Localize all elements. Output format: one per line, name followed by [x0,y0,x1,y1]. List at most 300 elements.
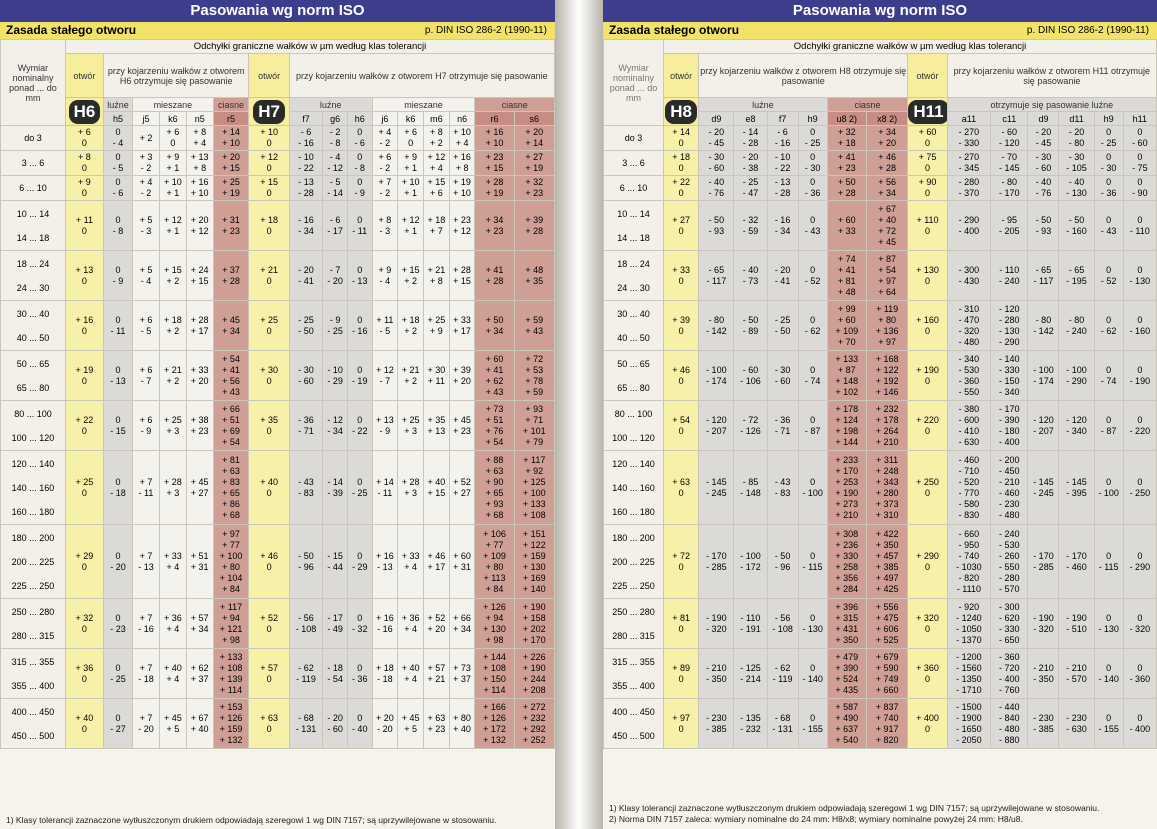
cell-c11: - 60 - 120 [991,126,1028,151]
cell-h9: 0 - 74 [798,351,827,401]
deviation-header-right: Odchyłki graniczne wałków w µm według klas tolerancji [664,40,1157,54]
cell-f7: - 50 - 96 [289,525,323,599]
table-row [604,301,1157,351]
cell-f7: - 20 - 41 [289,251,323,301]
cell-s6: + 48 + 35 [514,251,554,301]
cell-r5: + 54 + 41 + 56 + 43 [213,351,249,401]
cell-c11: - 80 - 170 [991,176,1028,201]
cell-j5: + 3 - 2 [133,151,160,176]
table-row [604,401,1157,451]
cell-h6b: 0 - 29 [347,525,372,599]
cell-r6: + 34 + 23 [475,201,514,251]
cell-h9: 0 - 36 [798,176,827,201]
size-label: 40 ... 50 [617,332,650,343]
cell-f7: - 43 - 83 [289,451,323,525]
cell-j6: + 11 - 5 [372,301,398,351]
cell-c11: - 70 - 145 [991,151,1028,176]
cell-h8: + 89 0 [664,649,699,699]
cell-h6: + 16 0 [65,301,103,351]
left-table-body [1,126,555,749]
class-h9b: h9 [1094,112,1123,126]
cell-d11: - 100 - 290 [1059,351,1094,401]
cell-h6b: 0 - 6 [347,126,372,151]
cell-d9b: - 230 - 385 [1028,699,1059,749]
cell-r6: + 50 + 34 [475,301,514,351]
cell-x8: + 422 + 350 + 457 + 385 + 497 + 425 [866,525,907,599]
cell-h11: + 130 0 [908,251,947,301]
cell-u8: + 308 + 236 + 330 + 258 + 356 + 284 [827,525,866,599]
size-cell [1,301,66,351]
cell-d9: - 145 - 245 [699,451,734,525]
cell-j6: + 9 - 4 [372,251,398,301]
cell-m6: + 25 + 9 [423,301,449,351]
cell-k6b: + 28 + 3 [398,451,424,525]
cell-h7: + 21 0 [249,251,289,301]
group-mieszane: mieszane [133,98,214,112]
cell-d9b: - 100 - 174 [1028,351,1059,401]
h6-badge-cell [65,98,103,126]
cell-n5: + 20 + 12 [186,201,213,251]
cell-d11: - 40 - 130 [1059,176,1094,201]
cell-f7: - 13 - 28 [289,176,323,201]
cell-g6: - 9 - 25 [323,301,348,351]
cell-e8: - 14 - 28 [734,126,767,151]
cell-j6: + 8 - 3 [372,201,398,251]
cell-k6: + 28 + 3 [159,451,186,525]
footnote-left: 1) Klasy tolerancji zaznaczone wytłuszczonym drukiem odpowiadają szeregowi 1 wg DIN 7157; są uprzywilejowane w stosowaniu. [6,815,497,825]
cell-s6: + 72 + 53 + 78 + 59 [514,351,554,401]
table-row [1,351,555,401]
cell-h9b: 0 - 140 [1094,649,1123,699]
cell-u8: + 60 + 33 [827,201,866,251]
cell-r6: + 144 + 108 + 150 + 114 [475,649,514,699]
cell-e8: - 25 - 47 [734,176,767,201]
size-label: 24 ... 30 [16,282,50,293]
cell-g6: - 7 - 20 [323,251,348,301]
cell-h5: 0 - 18 [103,451,132,525]
left-page [0,0,555,829]
cell-h11b: 0 - 110 [1123,201,1156,251]
cell-k6: + 21 + 2 [159,351,186,401]
size-label: 280 ... 315 [612,630,655,641]
cell-c11: - 95 - 205 [991,201,1028,251]
dimension-header-right: Wymiar nominalny ponad ... do mm [604,40,664,126]
class-n6: n6 [449,112,475,126]
size-label: 400 ... 450 [11,706,55,717]
cell-h6: + 40 0 [65,699,103,749]
cell-a11: - 920 - 1240 - 1050 - 1370 [947,599,990,649]
cell-h8: + 46 0 [664,351,699,401]
class-a11: a11 [947,112,990,126]
cell-h6: + 11 0 [65,201,103,251]
right-table-body [604,126,1157,749]
cell-f7: - 6 - 16 [289,126,323,151]
cell-h11: + 190 0 [908,351,947,401]
deviation-header: Odchyłki graniczne wałków w µm według klas tolerancji [65,40,554,54]
cell-k6: + 10 + 1 [159,176,186,201]
cell-r6: + 166 + 126 + 172 + 132 [475,699,514,749]
cell-c11: - 360 - 720 - 400 - 760 [991,649,1028,699]
table-row [604,126,1157,151]
cell-f7: - 62 - 119 [289,649,323,699]
cell-n6: + 10 + 4 [449,126,475,151]
cell-e8: - 135 - 232 [734,699,767,749]
cell-g6: - 2 - 8 [323,126,348,151]
cell-f7: - 10 - 22 [289,151,323,176]
cell-h5: 0 - 9 [103,251,132,301]
cell-r5: + 14 + 10 [213,126,249,151]
size-cell [604,401,664,451]
size-label: 120 ... 140 [11,458,55,469]
cell-f7: - 50 - 96 [767,525,798,599]
cell-j6: + 20 - 20 [372,699,398,749]
cell-n6: + 80 + 40 [449,699,475,749]
cell-k6b: + 12 + 1 [398,201,424,251]
cell-d11: - 210 - 570 [1059,649,1094,699]
cell-h9: 0 - 62 [798,301,827,351]
cell-f7: - 56 - 108 [767,599,798,649]
cell-s6: + 272 + 232 + 292 + 252 [514,699,554,749]
cell-m6: + 63 + 23 [423,699,449,749]
cell-h6b: 0 - 22 [347,401,372,451]
size-label: 355 ... 400 [11,680,55,691]
cell-e8: - 40 - 73 [734,251,767,301]
cell-f7: - 30 - 60 [767,351,798,401]
cell-h6b: 0 - 13 [347,251,372,301]
size-label: 280 ... 315 [11,630,55,641]
size-label: 180 ... 200 [11,532,55,543]
cell-d9: - 30 - 60 [699,151,734,176]
cell-h8: + 72 0 [664,525,699,599]
cell-d11: - 120 - 340 [1059,401,1094,451]
cell-n6: + 60 + 31 [449,525,475,599]
cell-h5: 0 - 27 [103,699,132,749]
cell-e8: - 100 - 172 [734,525,767,599]
cell-m6: + 57 + 21 [423,649,449,699]
cell-h6: + 8 0 [65,151,103,176]
cell-k6b: + 40 + 4 [398,649,424,699]
class-m6: m6 [423,112,449,126]
cell-k6: + 15 + 2 [159,251,186,301]
cell-d11: - 30 - 105 [1059,151,1094,176]
hole-label-h6: otwór [65,54,103,98]
cell-j6: + 6 - 2 [372,151,398,176]
cell-d9b: - 30 - 60 [1028,151,1059,176]
size-label: 180 ... 200 [612,532,655,543]
cell-f7: - 68 - 131 [289,699,323,749]
cell-e8: - 50 - 89 [734,301,767,351]
cell-c11: - 120 - 280 - 130 - 290 [991,301,1028,351]
cell-k6b: + 15 + 2 [398,251,424,301]
cell-u8: + 587 + 490 + 637 + 540 [827,699,866,749]
cell-d9: - 190 - 320 [699,599,734,649]
cell-n5: + 67 + 40 [186,699,213,749]
cell-d9b: - 40 - 76 [1028,176,1059,201]
h6-badge: H6 [69,100,101,124]
cell-d9b: - 170 - 285 [1028,525,1059,599]
page-title-right: Pasowania wg norm ISO [603,0,1157,22]
table-row [604,451,1157,525]
cell-e8: - 110 - 191 [734,599,767,649]
size-cell [604,525,664,599]
cell-m6: + 8 + 2 [423,126,449,151]
cell-u8: + 74 + 41 + 81 + 48 [827,251,866,301]
cell-e8: - 125 - 214 [734,649,767,699]
cell-h5: 0 - 25 [103,649,132,699]
class-h6: h6 [347,112,372,126]
table-row [1,525,555,599]
class-d9: d9 [699,112,734,126]
cell-h8: + 63 0 [664,451,699,525]
cell-h8: + 27 0 [664,201,699,251]
cell-f7: - 36 - 71 [289,401,323,451]
size-cell [1,649,66,699]
cell-f7: - 68 - 131 [767,699,798,749]
table-row [604,251,1157,301]
cell-a11: - 460 - 710 - 520 - 770 - 580 - 830 [947,451,990,525]
size-label: 18 ... 24 [617,258,650,269]
cell-j5: + 7 - 11 [133,451,160,525]
cell-r5: + 133 + 108 + 139 + 114 [213,649,249,699]
cell-u8: + 233 + 170 + 253 + 190 + 273 + 210 [827,451,866,525]
h8-desc: przy kojarzeniu wałków z otworem H8 otrzymuje się pasowanie [699,54,908,98]
table-row [1,301,555,351]
size-label: 80 ... 100 [14,408,52,419]
cell-j6: + 16 - 16 [372,599,398,649]
size-cell [1,401,66,451]
fits-table-right [603,39,1157,749]
cell-n6: + 23 + 12 [449,201,475,251]
cell-g6: - 14 - 39 [323,451,348,525]
cell-n6: + 73 + 37 [449,649,475,699]
class-e8: e8 [734,112,767,126]
cell-g6: - 5 - 14 [323,176,348,201]
cell-h8: + 97 0 [664,699,699,749]
size-label: do 3 [24,133,42,143]
cell-f7: - 20 - 41 [767,251,798,301]
cell-f7: - 16 - 34 [289,201,323,251]
cell-h9b: 0 - 130 [1094,599,1123,649]
cell-h6b: 0 - 40 [347,699,372,749]
cell-m6: + 12 + 4 [423,151,449,176]
cell-s6: + 59 + 43 [514,301,554,351]
cell-f7: - 30 - 60 [289,351,323,401]
cell-a11: - 1200 - 1560 - 1350 - 1710 [947,649,990,699]
cell-h7: + 10 0 [249,126,289,151]
cell-r5: + 66 + 51 + 69 + 54 [213,401,249,451]
cell-c11: - 170 - 390 - 180 - 400 [991,401,1028,451]
cell-k6b: + 33 + 4 [398,525,424,599]
cell-r5: + 97 + 77 + 100 + 80 + 104 + 84 [213,525,249,599]
size-cell [1,151,66,176]
cell-s6: + 93 + 71 + 101 + 79 [514,401,554,451]
class-h9: h9 [798,112,827,126]
cell-h9b: 0 - 36 [1094,176,1123,201]
size-label: 50 ... 65 [16,358,50,369]
cell-s6: + 117 + 92 + 125 + 100 + 133 + 108 [514,451,554,525]
class-d11: d11 [1059,112,1094,126]
cell-n5: + 45 + 27 [186,451,213,525]
table-row [604,151,1157,176]
hole-label-h7: otwór [249,54,289,98]
size-label: 65 ... 80 [617,382,650,393]
cell-k6: + 6 0 [159,126,186,151]
cell-x8: + 311 + 248 + 343 + 280 + 373 + 310 [866,451,907,525]
cell-n5: + 13 + 8 [186,151,213,176]
h11-desc: przy kojarzeniu wałków z otworem H11 otrzymuje się pasowanie [947,54,1156,98]
cell-d11: - 50 - 160 [1059,201,1094,251]
table-row [604,649,1157,699]
size-cell [1,251,66,301]
size-label: 140 ... 160 [612,482,655,493]
cell-s6: + 226 + 190 + 244 + 208 [514,649,554,699]
size-label: 250 ... 280 [11,606,55,617]
cell-s6: + 190 + 158 + 202 + 170 [514,599,554,649]
cell-h11b: 0 - 400 [1123,699,1156,749]
cell-x8: + 679 + 590 + 749 + 660 [866,649,907,699]
cell-x8: + 87 + 54 + 97 + 64 [866,251,907,301]
cell-h11b: 0 - 130 [1123,251,1156,301]
cell-h7: + 18 0 [249,201,289,251]
cell-u8: + 50 + 28 [827,176,866,201]
cell-h8: + 22 0 [664,176,699,201]
h7-badge-cell [249,98,289,126]
cell-e8: - 60 - 106 [734,351,767,401]
subtitle-bar [0,22,555,39]
cell-h8: + 39 0 [664,301,699,351]
cell-h11: + 75 0 [908,151,947,176]
cell-a11: - 660 - 950 - 740 - 1030 - 820 - 1110 [947,525,990,599]
cell-c11: - 110 - 240 [991,251,1028,301]
cell-h6b: 0 - 16 [347,301,372,351]
cell-j5: + 6 - 7 [133,351,160,401]
cell-h5: 0 - 4 [103,126,132,151]
cell-h9: 0 - 52 [798,251,827,301]
size-label: 18 ... 24 [16,258,50,269]
cell-n5: + 16 + 10 [186,176,213,201]
size-cell [604,301,664,351]
cell-d11: - 65 - 195 [1059,251,1094,301]
size-label: 355 ... 400 [612,680,655,691]
size-label: 80 ... 100 [614,408,653,419]
standard-ref: p. DIN ISO 286-2 (1990-11) [424,25,547,36]
size-label: 400 ... 450 [612,706,655,717]
footnote-right-1: 1) Klasy tolerancji zaznaczone wytłuszczonym drukiem odpowiadają szeregowi 1 wg DIN 7157; są uprzywilejowane w stosowaniu. [609,803,1100,813]
size-label: 225 ... 250 [612,580,655,591]
cell-h9b: 0 - 25 [1094,126,1123,151]
cell-d11: - 145 - 395 [1059,451,1094,525]
size-cell [1,451,66,525]
cell-j6: + 4 - 2 [372,126,398,151]
cell-j5: + 6 - 5 [133,301,160,351]
class-r5: r5 [213,112,249,126]
size-label: 160 ... 180 [11,506,55,517]
table-row [1,126,555,151]
cell-n5: + 62 + 37 [186,649,213,699]
cell-h5: 0 - 23 [103,599,132,649]
cell-r5: + 153 + 126 + 159 + 132 [213,699,249,749]
cell-k6b: + 21 + 2 [398,351,424,401]
cell-j5: + 4 - 2 [133,176,160,201]
cell-a11: - 1500 - 1900 - 1650 - 2050 [947,699,990,749]
cell-m6: + 40 + 15 [423,451,449,525]
cell-h6: + 19 0 [65,351,103,401]
cell-d9: - 50 - 93 [699,201,734,251]
size-label: 450 ... 500 [612,730,655,741]
size-label: 315 ... 355 [612,656,655,667]
cell-d11: - 20 - 80 [1059,126,1094,151]
cell-h11b: 0 - 75 [1123,151,1156,176]
book-gutter [555,0,603,829]
cell-k6b: + 9 + 1 [398,151,424,176]
cell-h6: + 29 0 [65,525,103,599]
cell-u8: + 479 + 390 + 524 + 435 [827,649,866,699]
cell-k6: + 25 + 3 [159,401,186,451]
cell-x8: + 556 + 475 + 606 + 525 [866,599,907,649]
cell-h9: 0 - 115 [798,525,827,599]
cell-k6b: + 36 + 4 [398,599,424,649]
cell-d9: - 20 - 45 [699,126,734,151]
cell-g6: - 18 - 54 [323,649,348,699]
cell-h9b: 0 - 62 [1094,301,1123,351]
cell-h11b: 0 - 250 [1123,451,1156,525]
cell-s6: + 20 + 14 [514,126,554,151]
cell-a11: - 310 - 470 - 320 - 480 [947,301,990,351]
cell-f7: - 25 - 50 [767,301,798,351]
cell-m6: + 15 + 6 [423,176,449,201]
size-label: 200 ... 225 [11,556,55,567]
cell-n6: + 66 + 34 [449,599,475,649]
cell-u8: + 41 + 23 [827,151,866,176]
cell-n6: + 16 + 8 [449,151,475,176]
size-label: 315 ... 355 [11,656,55,667]
class-h5: h5 [103,112,132,126]
cell-h6b: 0 - 19 [347,351,372,401]
size-label: 50 ... 65 [617,358,650,369]
fits-table-left [0,39,555,749]
cell-j6: + 13 - 9 [372,401,398,451]
cell-h7: + 15 0 [249,176,289,201]
cell-h11: + 320 0 [908,599,947,649]
cell-h8: + 18 0 [664,151,699,176]
cell-j5: + 7 - 16 [133,599,160,649]
h8-badge-cell [664,98,699,126]
cell-h11: + 220 0 [908,401,947,451]
cell-g6: - 12 - 34 [323,401,348,451]
cell-h6b: 0 - 32 [347,599,372,649]
cell-e8: - 72 - 126 [734,401,767,451]
cell-r5: + 31 + 23 [213,201,249,251]
cell-h7: + 40 0 [249,451,289,525]
cell-g6: - 20 - 60 [323,699,348,749]
class-j6: j6 [372,112,398,126]
cell-m6: + 30 + 11 [423,351,449,401]
cell-r5: + 81 + 63 + 83 + 65 + 86 + 68 [213,451,249,525]
table-row [1,599,555,649]
cell-h6: + 13 0 [65,251,103,301]
cell-k6: + 40 + 4 [159,649,186,699]
cell-h7: + 52 0 [249,599,289,649]
cell-k6: + 45 + 5 [159,699,186,749]
cell-g6: - 15 - 44 [323,525,348,599]
h8-badge: H8 [665,100,697,124]
size-label: do 3 [624,133,643,143]
cell-h7: + 46 0 [249,525,289,599]
cell-h5: 0 - 6 [103,176,132,201]
cell-r6: + 73 + 51 + 76 + 54 [475,401,514,451]
cell-d9b: - 65 - 117 [1028,251,1059,301]
cell-r6: + 16 + 10 [475,126,514,151]
